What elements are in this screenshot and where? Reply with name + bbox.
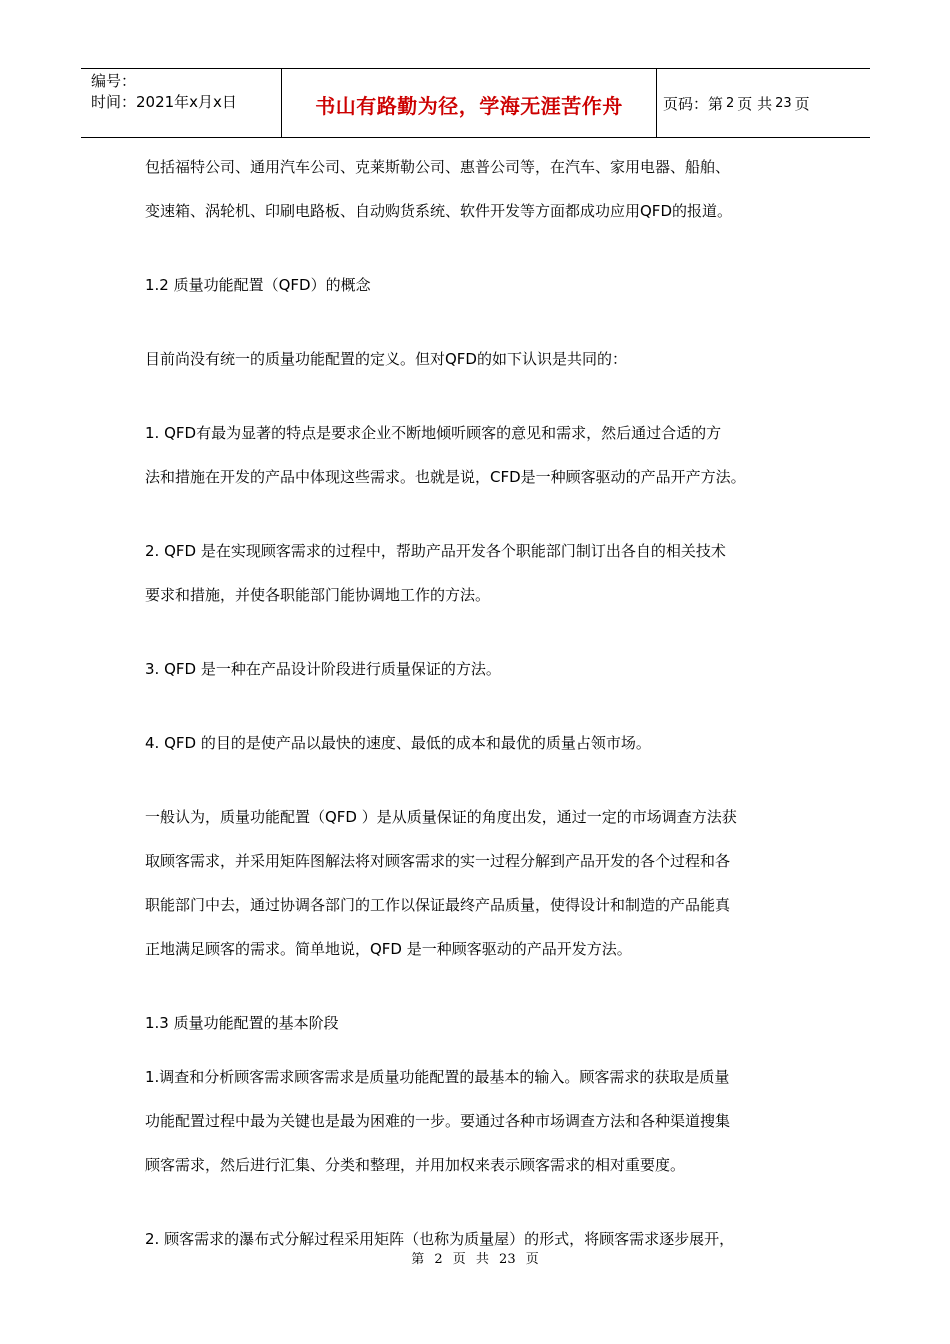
section-heading-1-3: 1.3 质量功能配置的基本阶段 — [145, 1014, 339, 1032]
header-motto: 书山有路勤为径，学海无涯苦作舟 — [315, 93, 623, 118]
page-code-total: 23 — [775, 95, 792, 111]
paragraph-summary — [145, 806, 825, 961]
section-heading-1-2: 1.2 质量功能配置（QFD）的概念 — [145, 276, 371, 294]
text-line: 2. 顾客需求的瀑布式分解过程采用矩阵（也称为质量屋）的形式，将顾客需求逐步展开， — [145, 1230, 735, 1248]
page-footer: 第 2 页 共 23 页 — [411, 1252, 539, 1267]
text-line: 一般认为，质量功能配置（QFD ）是从质量保证的角度出发，通过一定的市场调查方法获 — [145, 808, 737, 826]
list-item-1 — [145, 422, 825, 489]
paragraph-companies — [145, 156, 825, 223]
text-line: 要求和措施，并使各职能部门能协调地工作的方法。 — [145, 586, 491, 604]
document-body — [145, 156, 825, 1251]
stage-1-paragraph — [145, 1066, 825, 1177]
text-line: 职能部门中去，通过协调各部门的工作以保证最终产品质量，使得设计和制造的产品能真 — [145, 896, 731, 914]
text-line: 变速箱、涡轮机、印刷电路板、自动购货系统、软件开发等方面都成功应用QFD的报道。 — [145, 202, 732, 220]
list-item-3: 3. QFD 是一种在产品设计阶段进行质量保证的方法。 — [145, 660, 501, 678]
text-line: 法和措施在开发的产品中体现这些需求。也就是说，CFD是一种顾客驱动的产品开产方法。 — [145, 468, 746, 486]
header-meta — [81, 69, 282, 137]
document-number-label: 编号： — [91, 72, 137, 90]
text-line: 包括福特公司、通用汽车公司、克莱斯勒公司、惠普公司等，在汽车、家用电器、船舶、 — [145, 158, 731, 176]
text-line: 正地满足顾客的需求。简单地说，QFD 是一种顾客驱动的产品开发方法。 — [145, 940, 632, 958]
text-line: 2. QFD 是在实现顾客需求的过程中，帮助产品开发各个职能部门制订出各自的相关技术 — [145, 542, 726, 560]
document-time-label: 时间：2021年x月x日 — [91, 93, 237, 111]
list-item-4: 4. QFD 的目的是使产品以最快的速度、最低的成本和最优的质量占领市场。 — [145, 734, 651, 752]
page-code-separator: 页 共 — [737, 94, 773, 113]
text-line: 1. QFD有最为显著的特点是要求企业不断地倾听顾客的意见和需求，然后通过合适的方 — [145, 424, 722, 442]
header-page-code — [657, 69, 870, 137]
list-item-2 — [145, 540, 825, 607]
header-motto-cell — [282, 69, 657, 137]
paragraph-intro: 目前尚没有统一的质量功能配置的定义。但对QFD的如下认识是共同的： — [145, 350, 627, 368]
page-code-label: 页码：第 — [663, 94, 724, 113]
page-header — [81, 68, 870, 138]
text-line: 1.调查和分析顾客需求顾客需求是质量功能配置的最基本的输入。顾客需求的获取是质量 — [145, 1068, 730, 1086]
text-line: 功能配置过程中最为关键也是最为困难的一步。要通过各种市场调查方法和各种渠道搜集 — [145, 1112, 731, 1130]
page-code-suffix: 页 — [794, 94, 810, 113]
text-line: 取顾客需求，并采用矩阵图解法将对顾客需求的实一过程分解到产品开发的各个过程和各 — [145, 852, 731, 870]
text-line: 顾客需求，然后进行汇集、分类和整理，并用加权来表示顾客需求的相对重要度。 — [145, 1156, 686, 1174]
page-code-current: 2 — [726, 95, 735, 111]
